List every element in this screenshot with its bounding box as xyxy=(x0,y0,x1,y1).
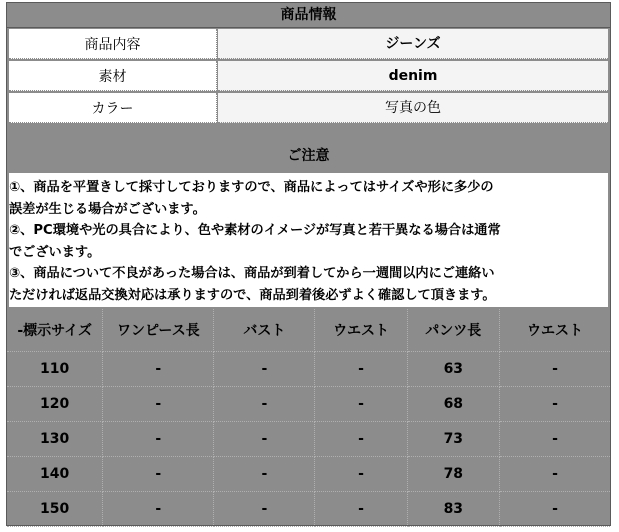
table-cell: 83 xyxy=(408,492,500,527)
table-cell: - xyxy=(315,422,407,457)
table-row xyxy=(7,387,610,422)
header-dress-length: ワンピース長 xyxy=(103,309,214,352)
info-label: 素材 xyxy=(9,61,217,91)
table-cell: - xyxy=(103,422,214,457)
table-row xyxy=(7,352,610,387)
table-cell: - xyxy=(500,422,610,457)
table-cell: - xyxy=(214,457,315,492)
table-cell: - xyxy=(214,422,315,457)
table-cell: - xyxy=(103,457,214,492)
table-cell: 130 xyxy=(7,422,103,457)
info-value: 写真の色 xyxy=(218,93,608,123)
info-row-content xyxy=(7,27,610,59)
table-cell: - xyxy=(500,457,610,492)
notice-line: 誤差が生じる場合がございます。 xyxy=(9,201,206,217)
table-cell: 150 xyxy=(7,492,103,527)
notice-title: ご注意 xyxy=(7,141,610,171)
header-waist-2: ウエスト xyxy=(500,309,610,352)
table-cell: - xyxy=(500,492,610,527)
table-row xyxy=(7,457,610,492)
table-cell: - xyxy=(500,352,610,387)
product-info-panel xyxy=(6,2,611,526)
notice-line: でございます。 xyxy=(9,244,101,260)
table-cell: 73 xyxy=(408,422,500,457)
table-cell: - xyxy=(103,387,214,422)
notice-line: ③、商品について不良があった場合は、商品が到着してから一週間以内にご連絡い xyxy=(9,266,495,282)
info-row-color xyxy=(7,91,610,123)
table-cell: 110 xyxy=(7,352,103,387)
table-cell: - xyxy=(500,387,610,422)
table-cell: 140 xyxy=(7,457,103,492)
table-cell: - xyxy=(315,492,407,527)
table-cell: 68 xyxy=(408,387,500,422)
product-info-title: 商品情報 xyxy=(7,3,610,28)
table-row xyxy=(7,422,610,457)
table-cell: - xyxy=(214,387,315,422)
header-pants-length: パンツ長 xyxy=(408,309,500,352)
size-table xyxy=(7,309,610,527)
table-cell: - xyxy=(214,492,315,527)
table-row xyxy=(7,492,610,527)
info-value: denim xyxy=(218,61,608,91)
info-row-material xyxy=(7,59,610,91)
header-waist: ウエスト xyxy=(315,309,407,352)
table-cell: - xyxy=(103,352,214,387)
info-label: 商品内容 xyxy=(9,29,217,59)
table-cell: 63 xyxy=(408,352,500,387)
notice-line: ただければ返品交換対応は承りますので、商品到着後必ずよく確認して頂きます。 xyxy=(9,287,496,303)
table-cell: - xyxy=(315,352,407,387)
table-cell: 78 xyxy=(408,457,500,492)
info-value: ジーンズ xyxy=(218,29,608,59)
table-cell: - xyxy=(103,492,214,527)
size-table-header xyxy=(7,309,610,352)
info-label: カラー xyxy=(9,93,217,123)
table-cell: - xyxy=(315,457,407,492)
header-bust: バスト xyxy=(214,309,315,352)
table-cell: - xyxy=(315,387,407,422)
header-size: -標示サイズ xyxy=(7,309,103,352)
notice-line: ②、PC環境や光の具合により、色や素材のイメージが写真と若干異なる場合は通常 xyxy=(9,223,501,239)
table-cell: 120 xyxy=(7,387,103,422)
table-cell: - xyxy=(214,352,315,387)
notice-line: ①、商品を平置きして採寸しておりますので、商品によってはサイズや形に多少の xyxy=(9,180,494,195)
notice-text xyxy=(9,173,608,307)
